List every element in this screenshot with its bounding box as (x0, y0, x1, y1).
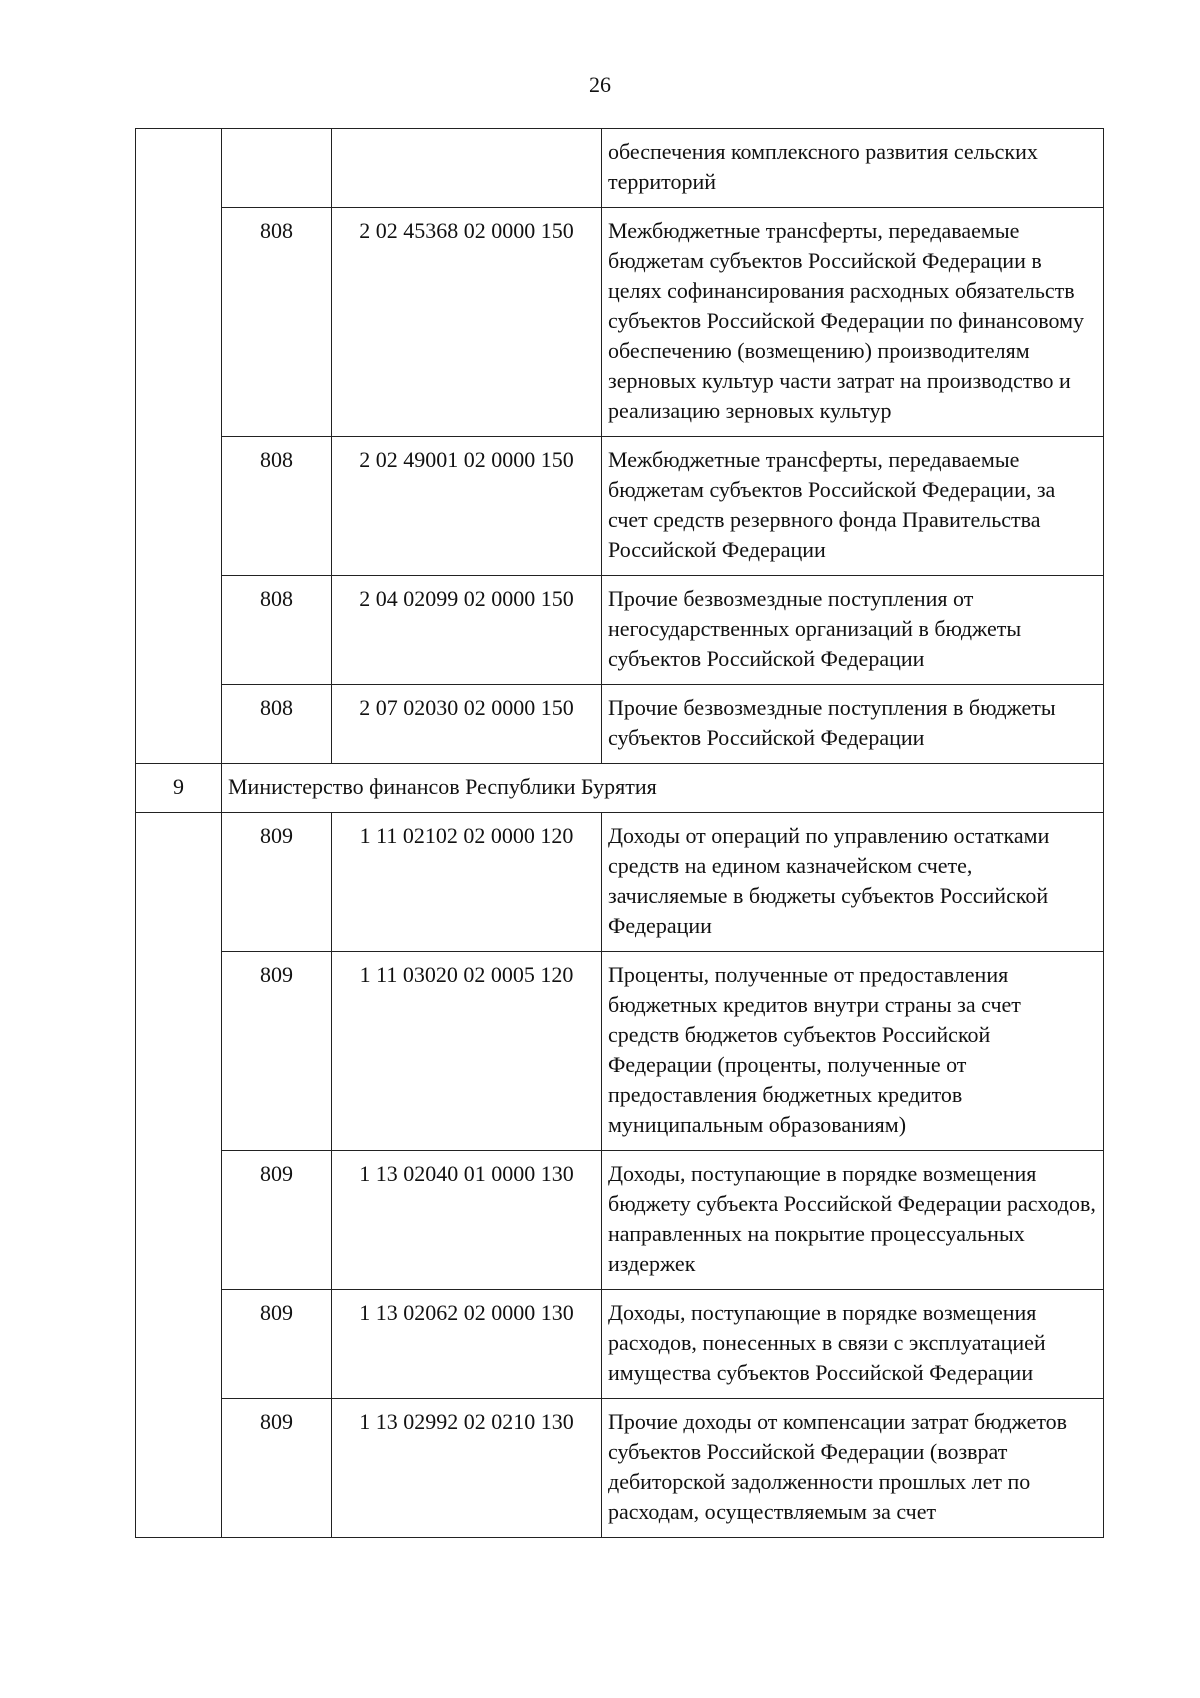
revenue-classification-table (135, 128, 1104, 1538)
table-row (136, 1290, 1104, 1399)
kbk-code-cell (332, 129, 602, 208)
group-cell (136, 813, 222, 1538)
table-row (136, 813, 1104, 952)
kbk-code-cell: 2 07 02030 02 0000 150 (332, 685, 602, 764)
kbk-code-cell: 1 13 02062 02 0000 130 (332, 1290, 602, 1399)
admin-code-cell: 809 (222, 1290, 332, 1399)
table-body (136, 129, 1104, 1538)
revenue-name-cell: Доходы от операций по управлению остатками средств на едином казначейском счете, зачисляемые в бюджеты субъектов Российской Федерации (602, 813, 1104, 952)
kbk-code-cell: 2 02 49001 02 0000 150 (332, 437, 602, 576)
admin-code-cell: 809 (222, 813, 332, 952)
admin-code-cell: 809 (222, 1399, 332, 1538)
revenue-name-cell: Доходы, поступающие в порядке возмещения расходов, понесенных в связи с эксплуатацией имущества субъектов Российской Федерации (602, 1290, 1104, 1399)
admin-code-cell: 809 (222, 1151, 332, 1290)
table-row (136, 576, 1104, 685)
revenue-name-cell: обеспечения комплексного развития сельских территорий (602, 129, 1104, 208)
revenue-name-cell: Межбюджетные трансферты, передаваемые бюджетам субъектов Российской Федерации в целях софинансирования расходных обязательств субъектов Российской Федерации по финансовому обеспечению (возмещению) производителям зерновых культур части затрат на производство и реализацию зерновых культур (602, 208, 1104, 437)
admin-code-cell: 809 (222, 952, 332, 1151)
org-index: 9 (136, 764, 222, 813)
kbk-code-cell: 1 13 02992 02 0210 130 (332, 1399, 602, 1538)
table-row (136, 685, 1104, 764)
kbk-code-cell: 1 11 02102 02 0000 120 (332, 813, 602, 952)
table-row (136, 1399, 1104, 1538)
admin-code-cell: 808 (222, 685, 332, 764)
revenue-name-cell: Прочие доходы от компенсации затрат бюджетов субъектов Российской Федерации (возврат дебиторской задолженности прошлых лет по расходам, осуществляемым за счет (602, 1399, 1104, 1538)
table-row (136, 437, 1104, 576)
kbk-code-cell: 1 13 02040 01 0000 130 (332, 1151, 602, 1290)
org-row (136, 764, 1104, 813)
revenue-name-cell: Прочие безвозмездные поступления от негосударственных организаций в бюджеты субъектов Российской Федерации (602, 576, 1104, 685)
table-row (136, 1151, 1104, 1290)
table-row (136, 208, 1104, 437)
group-cell (136, 129, 222, 764)
revenue-name-cell: Доходы, поступающие в порядке возмещения бюджету субъекта Российской Федерации расходов, направленных на покрытие процессуальных издержек (602, 1151, 1104, 1290)
org-name: Министерство финансов Республики Бурятия (222, 764, 1104, 813)
revenue-name-cell: Межбюджетные трансферты, передаваемые бюджетам субъектов Российской Федерации, за счет средств резервного фонда Правительства Российской Федерации (602, 437, 1104, 576)
kbk-code-cell: 1 11 03020 02 0005 120 (332, 952, 602, 1151)
admin-code-cell: 808 (222, 437, 332, 576)
page-number: 26 (589, 72, 611, 97)
table-row (136, 952, 1104, 1151)
revenue-name-cell: Проценты, полученные от предоставления бюджетных кредитов внутри страны за счет средств бюджетов субъектов Российской Федерации (проценты, полученные от предоставления бюджетных кредитов муниципальным образованиям) (602, 952, 1104, 1151)
revenue-name-cell: Прочие безвозмездные поступления в бюджеты субъектов Российской Федерации (602, 685, 1104, 764)
admin-code-cell: 808 (222, 576, 332, 685)
admin-code-cell (222, 129, 332, 208)
kbk-code-cell: 2 04 02099 02 0000 150 (332, 576, 602, 685)
table-row (136, 129, 1104, 208)
admin-code-cell: 808 (222, 208, 332, 437)
kbk-code-cell: 2 02 45368 02 0000 150 (332, 208, 602, 437)
